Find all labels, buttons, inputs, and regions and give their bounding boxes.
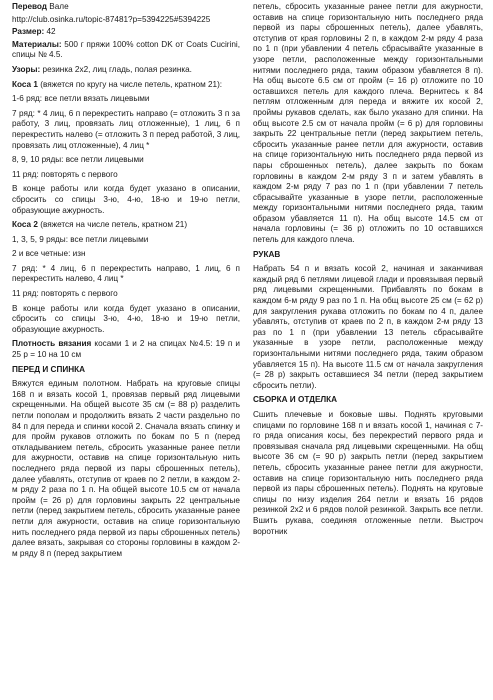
assembly-heading: СБОРКА И ОТДЕЛКА (253, 395, 338, 405)
braid2-end: В конце работы или когда будет указано в описании, сбросить со спицы 3-ю, 4-ю, 18-ю и 19-ю петли, образующие ажурность. (12, 303, 240, 334)
materials-value: 500 г пряжи 100% cotton DK от Coats Cucirini, спицы № 4.5. (12, 39, 240, 60)
front-back-text: Вяжутся единым полотном. Набрать на круговые спицы 168 п и вязать косой 1, провязав первый ряд лицевыми скрещенными. На общей высоте 35 см (= 88 р) разделить петли пополам и продолжить вязать 2 части раздельно по 84 п для переда и спинки косой 2. Сначала вязать спинку и для пройм рукавов отложить по бокам по 5 п (перед откладыванием петель, сбросить указанные ранее петли для ажурности, оставив на спице горизонтальную нить последнего ряда первой из пары сброшенных петель), далее убавлять, отступив от краев по 2 петли, в каждом 2-м ряду 2 раза по 1 п. На общей высоте 10.5 см от начала пройм (= 26 р) для горловины закрыть 22 центральные петли (перед закрытием петель, сбросить указанные ранее петли для ажурности, оставив на спице горизонтальную нить последнего ряда первой из пары сброшенных петель) далее вязать, закрывая со стороны горловины в каждом 2-м ряду 8 п (перед закрытием (12, 379, 240, 558)
patterns-value: резинка 2х2, лиц гладь, полая резинка. (40, 64, 192, 74)
braid1-row7: 7 ряд: * 4 лиц, 6 п перекрестить направо (= отложить 3 п за работу, 3 лиц, провязать лиц отложенные), 1 лиц, 6 п перекрестить налево (= отложить 3 п перед работой, 3 лиц, провязать лиц отложенные), 4 лиц * (12, 108, 240, 150)
braid2-note: (вяжется на числе петель, кратном 21) (37, 220, 188, 230)
front-back-heading: ПЕРЕД И СПИНКА (12, 364, 86, 374)
front-back-continued: петель, сбросить указанные ранее петли для ажурности, оставив на спице горизонтальную нить последнего ряда первой из пары сброшенных петель), далее убавлять, отступив от края горловины 2 п, в каждом 2-м ряду 4 раза по 1 п (при убавлении 4 петель сбрасывайте указанные в узоре петли, расположенные между горизонтальными нитями последнего ряда, таким образом убавляется 8 п). На общ высоте 6.5 см от пройм (= 16 р) отложите по 10 оставшихся петель для каждого плеча. Вернитесь к 84 петлям отложенным для переда и вяжите их косой 2, проймы рукавов сделать, как было указано для спинки. На общ высоте 2.5 см от начала пройм (= 6 р) для горловины закрыть 22 центральные петли (перед закрытием петель, сбросить указанные ранее петли для ажурности, оставив на спице горизонтальную нить последнего ряда первой из пары сброшенных петель), далее закрыть по бокам горловины в каждом 2-м ряду 3 п и затем убавлять в каждом 2-м ряду 7 раз по 1 п (при убавлении 7 петель сбрасывайте указанные в узоре петли, расположенные между горизонтальными нитями последнего ряда, таким образом убавляется 11 п). На общ высоте 14.5 см от начала горловины (= 36 р) отложить по 10 оставшихся петель для каждого плеча. (253, 2, 483, 245)
sleeve-heading: РУКАВ (253, 249, 281, 259)
braid2-row7: 7 ряд: * 4 лиц, 6 п перекрестить направо, 1 лиц, 6 п перекрестить налево, 4 лиц * (12, 263, 240, 284)
size-value: 42 (44, 27, 56, 37)
braid2-rows-even: 2 и все четные: изн (12, 249, 86, 259)
right-column (253, 2, 483, 541)
braid1-row11: 11 ряд: повторять с первого (12, 169, 118, 179)
source-link[interactable]: http://club.osinka.ru/topic-87481?p=5394225#5394225 (12, 14, 211, 24)
density-label: Плотность вязания (12, 339, 92, 349)
translation-line (12, 2, 240, 13)
braid2-rows-odd: 1, 3, 5, 9 ряды: все петли лицевыми (12, 234, 149, 244)
braid1-title: Коса 1 (12, 79, 38, 89)
braid1-heading (12, 80, 240, 91)
sleeve-text: Набрать 54 п и вязать косой 2, начиная и заканчивая каждый ряд 6 петлями лицевой глади и провязывая первый ряд лицевыми скрещенными. Прибавлять по бокам в каждом 6-м ряду 9 раз по 1 п. На общ высоте 25 см (= 62 р) для закругления рукава отложить по бокам по 4 п, далее убавлять, отступив от краев по 2 п, в каждом 2-м ряду 13 раз по 1 п (при убавлении 13 петель сбрасывайте указанные в узоре петли, расположенные между горизонтальными нитями последнего ряда, таким образом убавляется 15 п). На высоте 11.5 см от начала закругления (= 28 р) закрыть оставшиеся 34 петли (перед закрытием сбросить петли). (253, 264, 483, 390)
braid1-end: В конце работы или когда будет указано в описании, сбросить со спицы 3-ю, 4-ю, 18-ю и 19-ю петли, образующие ажурность. (12, 184, 240, 215)
materials-label: Материалы: (12, 39, 62, 49)
assembly-text: Сшить плечевые и боковые швы. Поднять круговыми спицами по горловине 168 п и вязать косой 1, начиная с 7-го ряда описания косы, без перекрестий первого ряда и провязывая сначала ряд лицевыми скрещенными. На общ высоте 36 см (= 90 р) закрыть петли (перед закрытием петель, сбросить указанные ранее петли для ажурности, оставив на спице горизонтальную нить последнего ряда первой из пары сброшенных петель). Поднять на круговые спицы по низу изделия 264 петли и вязать 16 рядов резинкой 2х2 и 6 рядов полой резинкой. Закрыть все петли. Вшить рукава, соединяя отложенные петли. Выстроч воротник (253, 409, 483, 536)
braid2-title: Коса 2 (12, 220, 38, 230)
left-column (12, 2, 240, 563)
size-line (12, 27, 240, 38)
patterns-label: Узоры: (12, 64, 41, 74)
density-value: косами 1 и 2 на спицах №4.5: 19 п и 25 р = 10 на 10 см (12, 339, 241, 360)
materials-line (12, 40, 240, 61)
translation-label: Перевод (12, 2, 48, 11)
density-line (12, 339, 240, 360)
braid1-row8-10: 8, 9, 10 ряды: все петли лицевыми (12, 155, 144, 165)
braid1-row1-6: 1-6 ряд: все петли вязать лицевыми (12, 94, 150, 104)
translation-value: Вале (47, 2, 69, 11)
braid2-heading (12, 220, 240, 231)
braid2-row11: 11 ряд: повторять с первого (12, 289, 118, 299)
patterns-line (12, 65, 240, 76)
size-label: Размер: (12, 27, 45, 37)
braid1-note: (вяжется по кругу на числе петель, кратном 21): (37, 79, 223, 89)
